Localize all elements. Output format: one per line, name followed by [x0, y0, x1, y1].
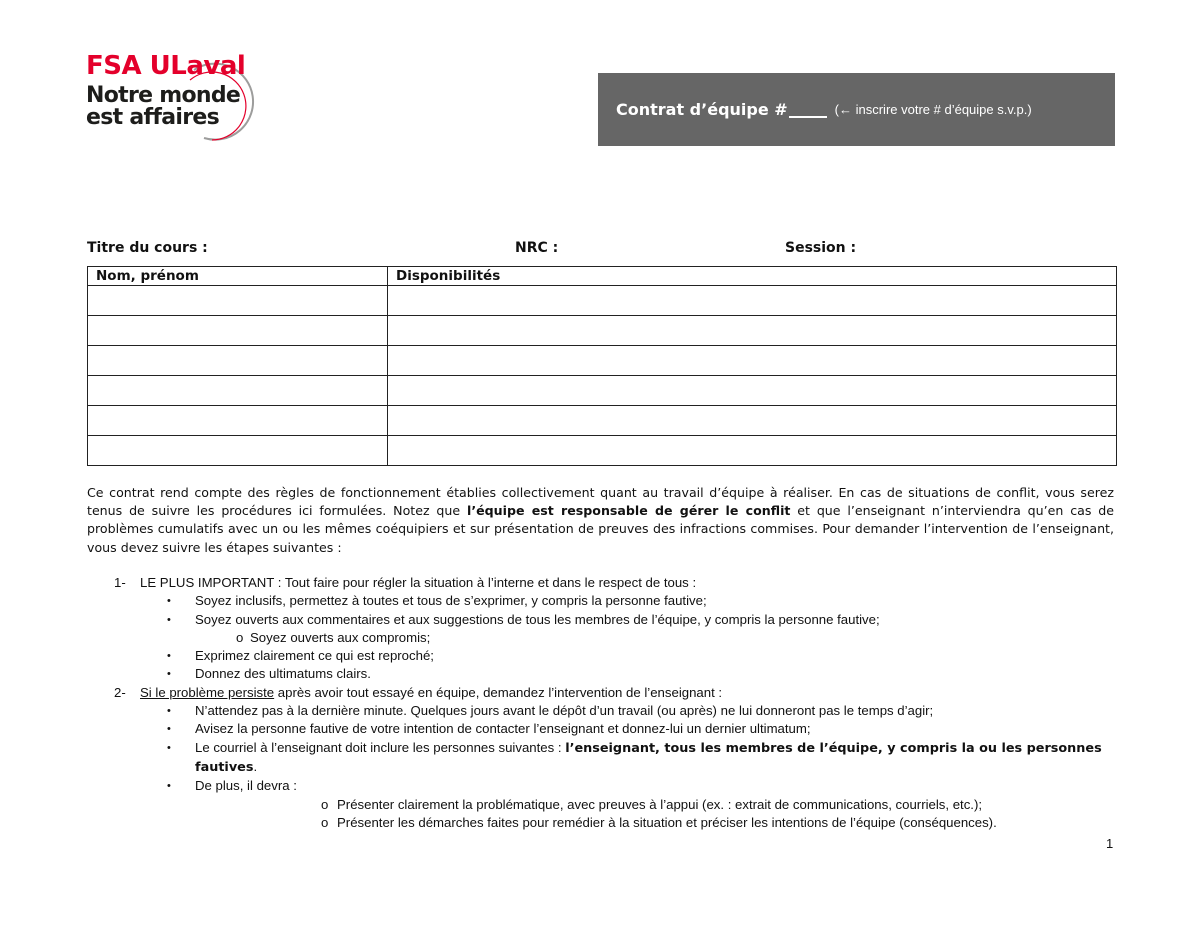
table-header-row — [88, 267, 1117, 286]
circle-bullet-icon: o — [321, 796, 329, 812]
sub-list-item — [87, 629, 1117, 647]
availability-cell[interactable] — [388, 346, 1117, 376]
sub-text: Présenter clairement la problématique, avec preuves à l’appui (ex. : extrait de communications, courriels, etc.); — [337, 796, 983, 812]
availability-cell[interactable] — [388, 316, 1117, 346]
team-number-blank[interactable] — [789, 102, 827, 118]
step-1 — [87, 574, 1117, 592]
bullet-icon: • — [167, 668, 171, 681]
nrc-label: NRC : — [515, 240, 559, 256]
table-row — [88, 406, 1117, 436]
circle-bullet-icon: o — [321, 814, 329, 830]
availability-cell[interactable] — [388, 376, 1117, 406]
sub-list-item — [87, 796, 1117, 814]
name-cell[interactable] — [88, 286, 388, 316]
bullet-icon: • — [167, 780, 171, 793]
intro-part2: et que l’enseignant n’interviendra qu’en cas de problèmes cumulatifs avec un ou les mêmes coéquipiers et sur présentation de preuves des infractions commises. Pour demander l’intervention de l’enseignant, vous devez suivre les étapes suivantes : — [87, 503, 1115, 555]
bullet-icon: • — [167, 741, 171, 754]
table-row — [88, 316, 1117, 346]
list-item — [87, 611, 1117, 629]
logo-line2: Notre monde — [86, 83, 241, 108]
bullet-icon: • — [167, 705, 171, 718]
sub-list-item — [87, 814, 1117, 832]
team-roster-table — [87, 266, 1117, 466]
sub-text: Soyez ouverts aux compromis; — [250, 629, 431, 645]
step-underlined: Si le problème persiste — [140, 684, 275, 700]
bullet-text: Exprimez clairement ce qui est reproché; — [195, 648, 434, 664]
bullet-text: Soyez inclusifs, permettez à toutes et tous de s’exprimer, y compris la personne fautive; — [195, 593, 707, 609]
step-2 — [87, 684, 1117, 702]
list-item — [87, 592, 1117, 610]
table-row — [88, 376, 1117, 406]
bullet-text: Le courriel à l’enseignant doit inclure les personnes suivantes : — [195, 739, 566, 755]
intro-paragraph — [87, 484, 1114, 557]
page-number: 1 — [1106, 836, 1114, 851]
bullet-icon: • — [167, 650, 171, 663]
table-row — [88, 286, 1117, 316]
logo-line3: est affaires — [86, 105, 220, 130]
step-text: après avoir tout essayé en équipe, demandez l’intervention de l’enseignant : — [274, 684, 723, 700]
logo-line1: FSA ULaval — [86, 51, 246, 81]
bullet-text: De plus, il devra : — [195, 778, 297, 794]
name-cell[interactable] — [88, 406, 388, 436]
name-cell[interactable] — [88, 376, 388, 406]
table-row — [88, 436, 1117, 466]
intro-part1: Ce contrat rend compte des règles de fonctionnement établies collectivement quant au travail d’équipe à réaliser. En cas de situations de conflit, vous serez tenus de suivre les procédures ici formulées. Notez que — [87, 485, 1114, 519]
bullet-text: Avisez la personne fautive de votre intention de contacter l’enseignant et donnez-lui un dernier ultimatum; — [195, 721, 811, 737]
bullet-icon: • — [167, 595, 171, 608]
name-cell[interactable] — [88, 436, 388, 466]
step-number: 1- — [114, 575, 126, 590]
bullet-text: N’attendez pas à la dernière minute. Quelques jours avant le dépôt d’un travail (ou après) ne lui donneront pas le temps d’agir; — [195, 703, 934, 719]
step-text: LE PLUS IMPORTANT : Tout faire pour régler la situation à l’interne et dans le respect de tous : — [140, 575, 697, 590]
step-number: 2- — [114, 684, 126, 700]
sub-text: Présenter les démarches faites pour remédier à la situation et préciser les intentions de l’équipe (conséquences). — [337, 814, 997, 830]
bullet-icon: • — [167, 723, 171, 736]
list-item — [87, 702, 1117, 720]
availability-cell[interactable] — [388, 286, 1117, 316]
bullet-icon: • — [167, 613, 171, 626]
intro-bold: l’équipe est responsable de gérer le conflit — [467, 503, 791, 519]
availability-cell[interactable] — [388, 406, 1117, 436]
availability-cell[interactable] — [388, 436, 1117, 466]
header-availability: Disponibilités — [388, 267, 1117, 286]
course-title-label: Titre du cours : — [87, 240, 208, 256]
list-item — [87, 647, 1117, 665]
header-name: Nom, prénom — [88, 267, 388, 286]
circle-bullet-icon: o — [236, 629, 244, 645]
list-item — [87, 665, 1117, 683]
name-cell[interactable] — [88, 346, 388, 376]
bullet-text: Donnez des ultimatums clairs. — [195, 666, 371, 682]
contract-banner — [598, 73, 1115, 146]
bullet-end: . — [253, 758, 258, 774]
name-cell[interactable] — [88, 316, 388, 346]
session-label: Session : — [785, 240, 857, 256]
list-item — [87, 720, 1117, 738]
procedure-steps — [87, 574, 1117, 832]
bullet-text: Soyez ouverts aux commentaires et aux suggestions de tous les membres de l’équipe, y compris la personne fautive; — [195, 611, 880, 627]
list-item — [87, 739, 1117, 778]
bullet-bold: l’enseignant, tous les membres de l’équipe, y compris la ou les personnes fautives — [195, 740, 1102, 775]
list-item — [87, 777, 1117, 795]
table-row — [88, 346, 1117, 376]
banner-note: (← inscrire votre # d’équipe s.v.p.) — [834, 102, 1032, 117]
banner-title: Contrat d’équipe # — [616, 100, 788, 119]
